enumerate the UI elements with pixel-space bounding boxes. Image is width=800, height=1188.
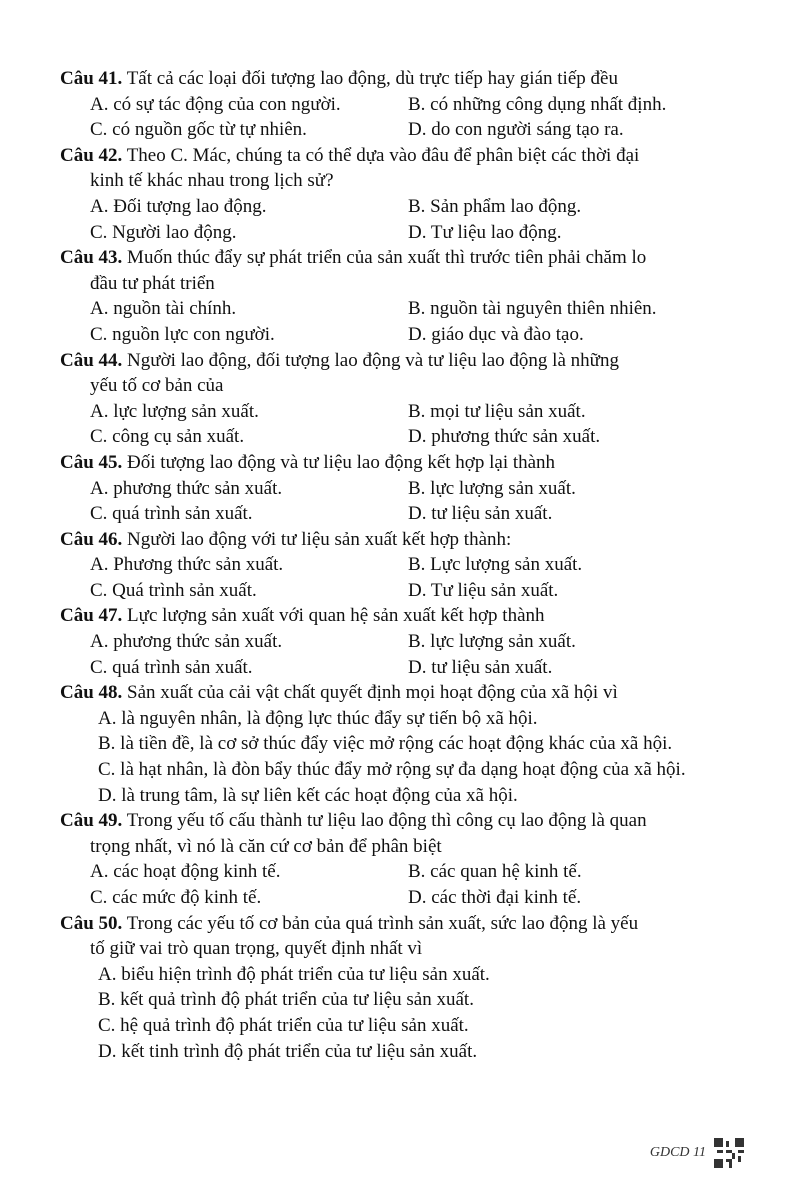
answer-options	[60, 194, 750, 245]
answer-option-d: D. Tư liệu sản xuất.	[408, 579, 559, 601]
answer-option-a: A. nguồn tài chính.	[90, 298, 237, 320]
answer-option-a: A. Đối tượng lao động.	[90, 195, 267, 217]
answer-option-b: B. kết quả trình độ phát triển của tư liệu sản xuất.	[98, 989, 474, 1011]
answer-option-b: B. Sản phẩm lao động.	[408, 195, 582, 217]
question-text: Theo C. Mác, chúng ta có thể dựa vào đâu để phân biệt các thời đại	[122, 144, 640, 166]
question-text: Người lao động, đối tượng lao động và tư liệu lao động là những	[122, 349, 619, 371]
answer-option-d: D. do con người sáng tạo ra.	[408, 119, 624, 141]
answer-option-d: D. phương thức sản xuất.	[408, 426, 601, 448]
answer-option-b: B. có những công dụng nhất định.	[408, 93, 667, 115]
answer-option-b: B. Lực lượng sản xuất.	[408, 554, 583, 576]
answer-option-a: A. có sự tác động của con người.	[90, 93, 341, 115]
question-48	[60, 680, 750, 808]
question-number: Câu 48.	[60, 682, 123, 704]
answer-option-c: C. là hạt nhân, là đòn bẩy thúc đẩy mở rộng sự đa dạng hoạt động của xã hội.	[98, 759, 686, 781]
answer-option-d: D. Tư liệu lao động.	[408, 221, 562, 243]
question-number: Câu 49.	[60, 810, 123, 832]
question-stem	[60, 348, 750, 374]
answer-options	[60, 962, 750, 1064]
question-number: Câu 47.	[60, 605, 123, 627]
question-50	[60, 911, 750, 1065]
question-46	[60, 527, 750, 604]
answer-option-c: C. có nguồn gốc từ tự nhiên.	[90, 119, 307, 141]
question-text: Người lao động với tư liệu sản xuất kết hợp thành:	[122, 528, 512, 550]
answer-option-b: B. nguồn tài nguyên thiên nhiên.	[408, 298, 657, 320]
question-number: Câu 50.	[60, 912, 123, 934]
answer-options	[60, 399, 750, 450]
answer-option-d: D. là trung tâm, là sự liên kết các hoạt động của xã hội.	[98, 784, 518, 806]
question-text: Tất cả các loại đối tượng lao động, dù trực tiếp hay gián tiếp đều	[122, 68, 618, 89]
answer-option-d: D. các thời đại kinh tế.	[408, 887, 582, 908]
question-text: Sản xuất của cải vật chất quyết định mọi hoạt động của xã hội vì	[122, 682, 618, 704]
question-text-continued: tố giữ vai trò quan trọng, quyết định nhất vì	[90, 938, 423, 960]
answer-option-a: A. biểu hiện trình độ phát triển của tư liệu sản xuất.	[98, 963, 490, 985]
answer-option-b: B. lực lượng sản xuất.	[408, 631, 576, 653]
answer-option-c: C. quá trình sản xuất.	[90, 656, 253, 678]
question-number: Câu 46.	[60, 528, 123, 550]
page-footer	[650, 1138, 744, 1168]
question-stem	[60, 680, 750, 706]
question-text-continued: yếu tố cơ bản của	[90, 375, 224, 397]
question-stem	[60, 527, 750, 553]
answer-option-d: D. kết tinh trình độ phát triển của tư liệu sản xuất.	[98, 1040, 478, 1062]
answer-option-b: B. lực lượng sản xuất.	[408, 477, 576, 499]
question-number: Câu 41.	[60, 68, 123, 89]
answer-option-a: A. là nguyên nhân, là động lực thúc đẩy sự tiến bộ xã hội.	[98, 707, 538, 729]
answer-options	[60, 859, 750, 910]
answer-option-b: B. mọi tư liệu sản xuất.	[408, 400, 586, 422]
answer-options	[60, 476, 750, 527]
answer-option-d: D. tư liệu sản xuất.	[408, 656, 553, 678]
question-41	[60, 66, 750, 143]
answer-option-b: B. các quan hệ kinh tế.	[408, 861, 582, 883]
answer-option-b: B. là tiền đề, là cơ sở thúc đẩy việc mở rộng các hoạt động khác của xã hội.	[98, 733, 673, 755]
answer-option-c: C. Quá trình sản xuất.	[90, 579, 257, 601]
answer-option-a: A. phương thức sản xuất.	[90, 631, 283, 653]
question-text: Trong các yếu tố cơ bản của quá trình sản xuất, sức lao động là yếu	[122, 912, 639, 934]
question-stem	[60, 143, 750, 169]
question-number: Câu 44.	[60, 349, 123, 371]
question-number: Câu 42.	[60, 144, 123, 166]
question-49	[60, 808, 750, 910]
answer-option-d: D. tư liệu sản xuất.	[408, 503, 553, 525]
question-number: Câu 45.	[60, 451, 123, 473]
answer-option-c: C. nguồn lực con người.	[90, 323, 275, 345]
question-stem	[60, 66, 750, 92]
question-text: Trong yếu tố cấu thành tư liệu lao động thì công cụ lao động là quan	[122, 810, 647, 832]
question-text: Lực lượng sản xuất với quan hệ sản xuất kết hợp thành	[122, 605, 545, 627]
answer-option-a: A. Phương thức sản xuất.	[90, 554, 284, 576]
question-44	[60, 348, 750, 450]
question-text: Đối tượng lao động và tư liệu lao động kết hợp lại thành	[122, 451, 556, 473]
answer-option-c: C. Người lao động.	[90, 221, 237, 243]
question-text: Muốn thúc đẩy sự phát triển của sản xuất thì trước tiên phải chăm lo	[122, 247, 647, 269]
answer-option-a: A. phương thức sản xuất.	[90, 477, 283, 499]
answer-option-c: C. các mức độ kinh tế.	[90, 887, 262, 908]
question-text-continued: kinh tế khác nhau trong lịch sử?	[90, 170, 334, 192]
answer-options	[60, 296, 750, 347]
question-42	[60, 143, 750, 245]
answer-options	[60, 629, 750, 680]
question-47	[60, 603, 750, 680]
answer-option-c: C. công cụ sản xuất.	[90, 426, 245, 448]
question-stem	[60, 450, 750, 476]
answer-options	[60, 552, 750, 603]
question-list	[60, 66, 750, 1064]
question-number: Câu 43.	[60, 247, 123, 269]
answer-options	[60, 706, 750, 808]
answer-option-a: A. lực lượng sản xuất.	[90, 400, 259, 422]
question-stem	[60, 808, 750, 834]
answer-option-c: C. hệ quả trình độ phát triển của tư liệu sản xuất.	[98, 1014, 469, 1036]
question-stem	[60, 911, 750, 937]
qr-code-icon	[714, 1138, 744, 1168]
answer-option-d: D. giáo dục và đào tạo.	[408, 323, 584, 345]
question-text-continued: đầu tư phát triển	[90, 272, 215, 294]
answer-option-c: C. quá trình sản xuất.	[90, 503, 253, 525]
question-stem	[60, 245, 750, 271]
question-43	[60, 245, 750, 347]
question-text-continued: trọng nhất, vì nó là căn cứ cơ bản để phân biệt	[90, 835, 442, 857]
footer-label: GDCD 11	[649, 1145, 706, 1160]
question-stem	[60, 603, 750, 629]
answer-option-a: A. các hoạt động kinh tế.	[90, 861, 281, 883]
answer-options	[60, 92, 750, 143]
question-45	[60, 450, 750, 527]
